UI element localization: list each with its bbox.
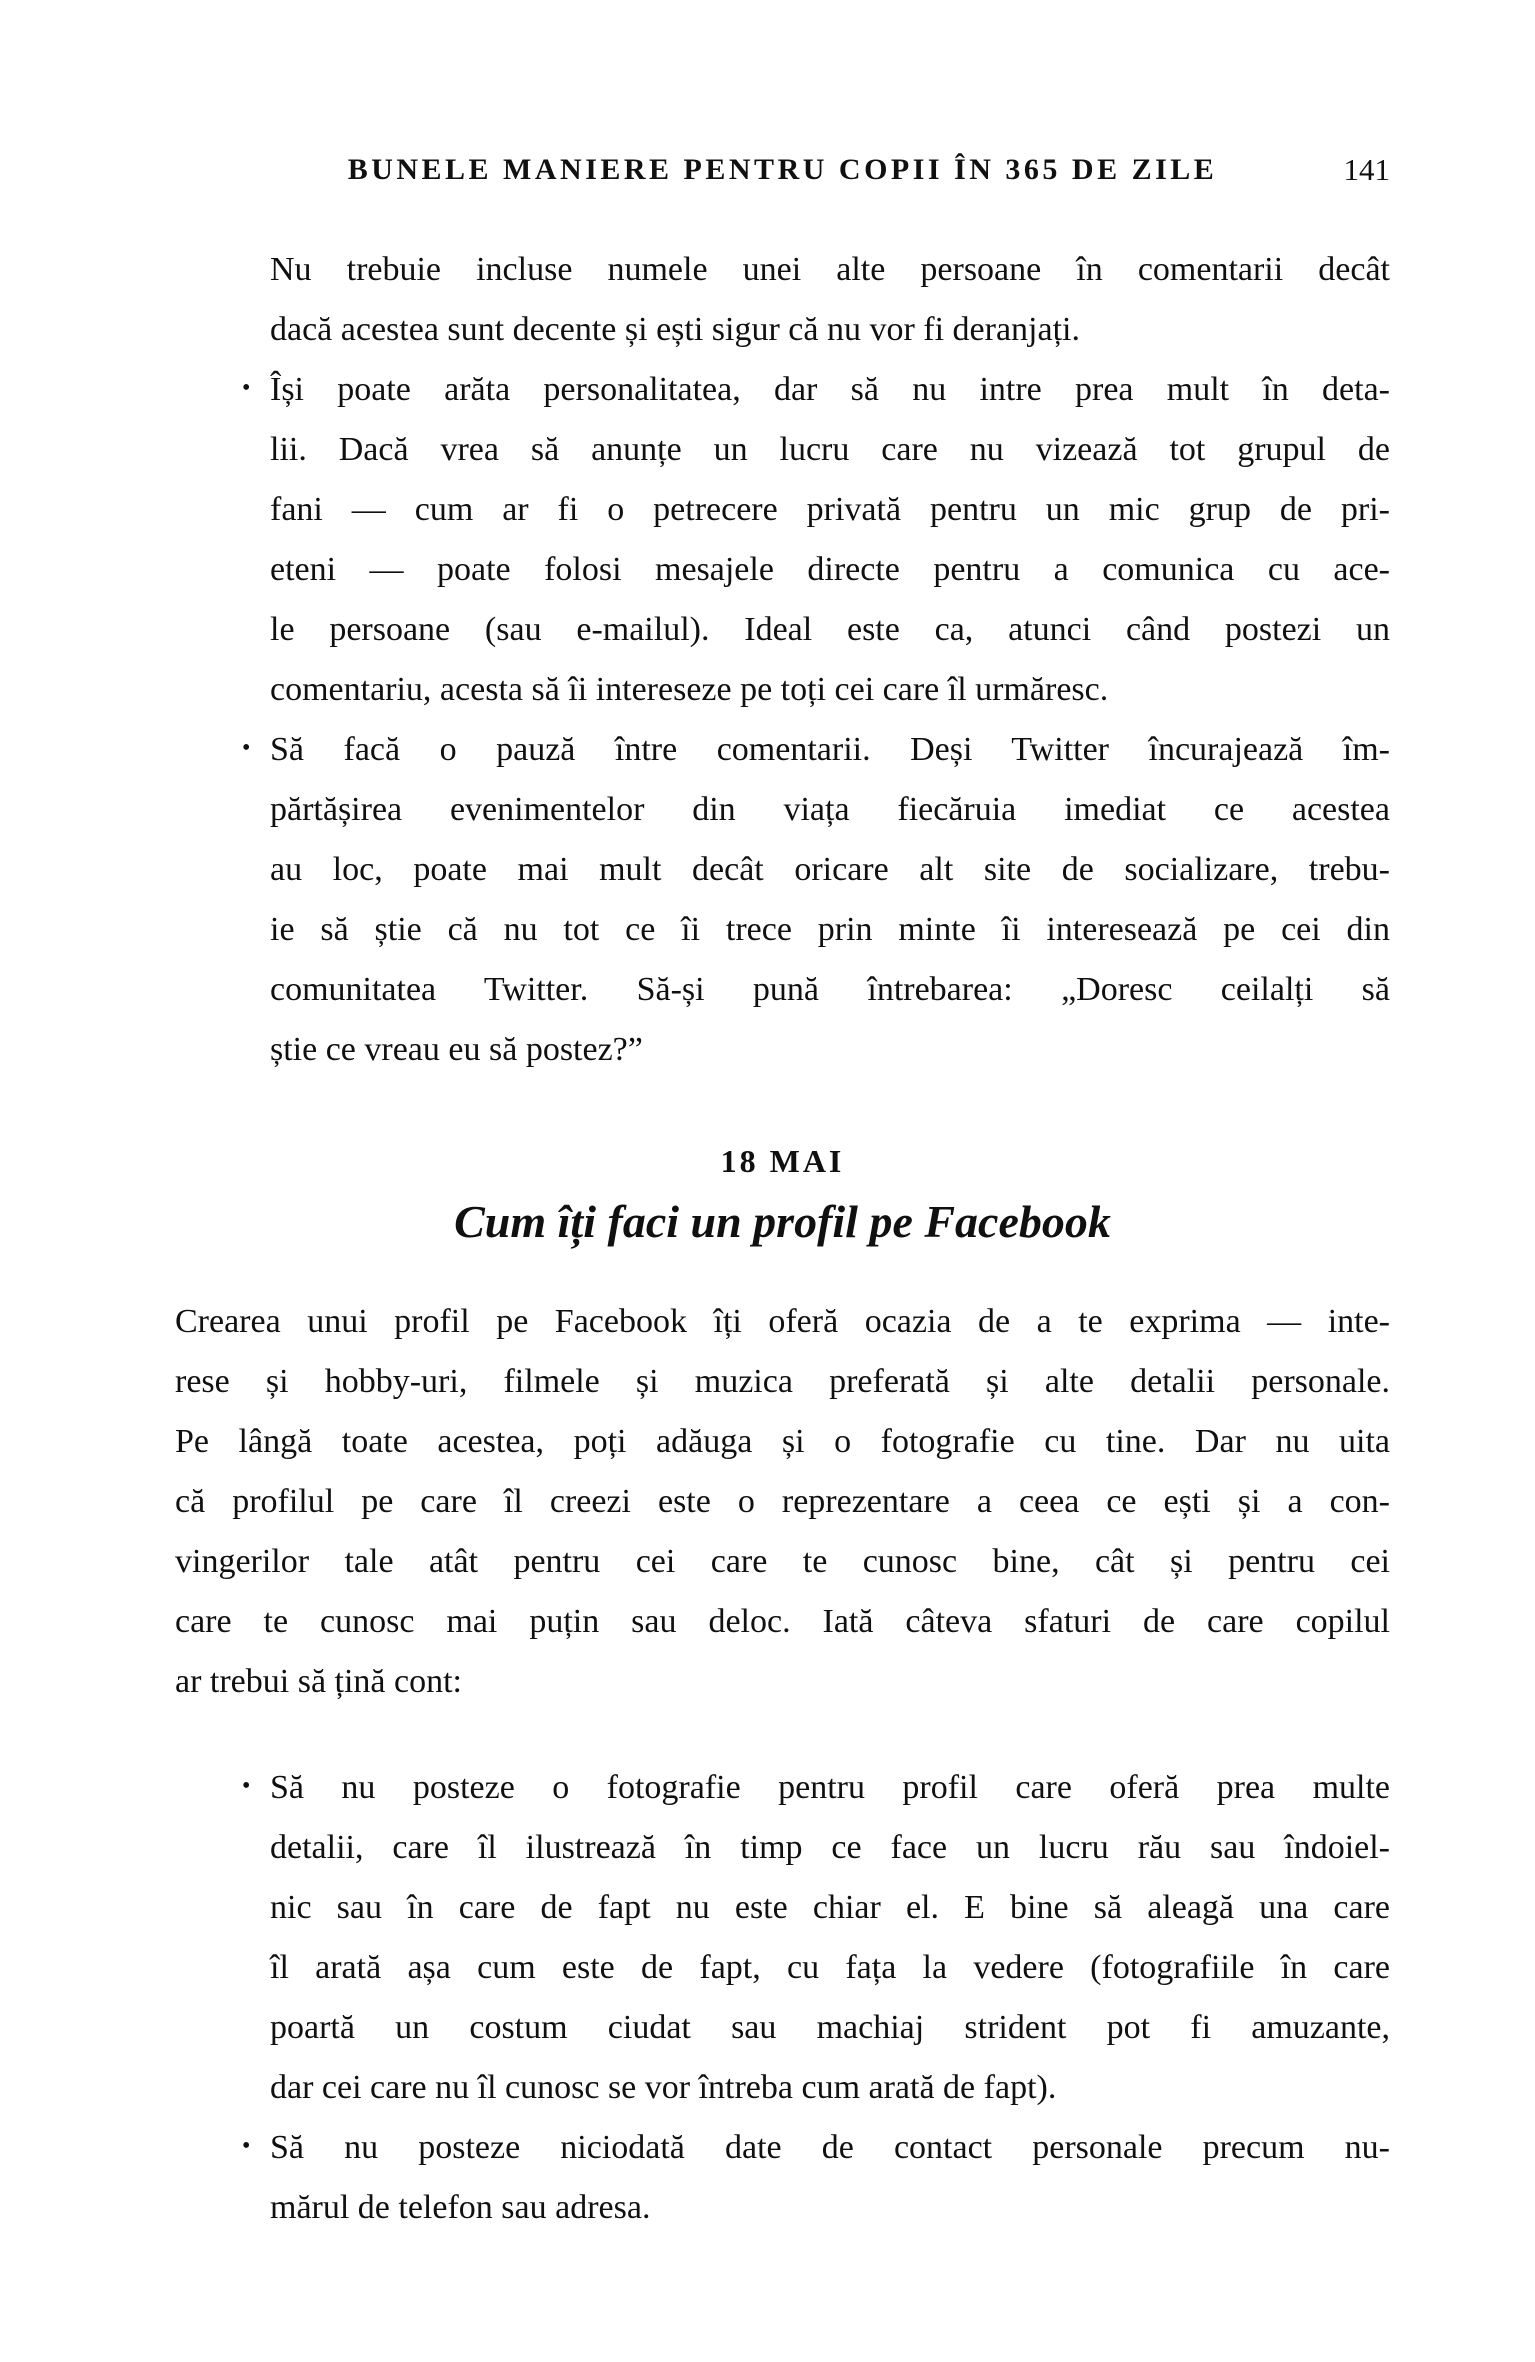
text-line: îl arată așa cum este de fapt, cu fața la vedere (fotografiile în care bbox=[270, 1949, 1390, 1986]
text-line: dar cei care nu îl cunosc se vor întreba cum arată de fapt). bbox=[270, 2069, 1057, 2106]
bullet-item bbox=[242, 720, 1390, 1080]
text-line: poartă un costum ciudat sau machiaj strident pot fi amuzante, bbox=[270, 2009, 1390, 2046]
bullet-icon: • bbox=[242, 375, 251, 401]
text-line: rese și hobby-uri, filmele și muzica preferată și alte detalii personale. bbox=[175, 1363, 1390, 1400]
text-line: lii. Dacă vrea să anunțe un lucru care nu vizează tot grupul de bbox=[270, 431, 1390, 468]
text-line: le persoane (sau e-mailul). Ideal este ca, atunci când postezi un bbox=[270, 611, 1390, 648]
date-heading bbox=[175, 1136, 1390, 1186]
text-line: au loc, poate mai mult decât oricare alt site de socializare, trebu- bbox=[270, 851, 1390, 888]
bullet-item bbox=[242, 2118, 1390, 2238]
text-line: ar trebui să țină cont: bbox=[175, 1663, 463, 1700]
text-line: Pe lângă toate acestea, poți adăuga și o fotografie cu tine. Dar nu uita bbox=[175, 1423, 1390, 1460]
text-line: Să facă o pauză între comentarii. Deși Twitter încurajează îm- bbox=[270, 731, 1390, 768]
text-line: că profilul pe care îl creezi este o reprezentare a ceea ce ești și a con- bbox=[175, 1483, 1390, 1520]
text-line: dacă acestea sunt decente și ești sigur că nu vor fi deranjați. bbox=[270, 311, 1080, 348]
text-line: care te cunosc mai puțin sau deloc. Iată câteva sfaturi de care copilul bbox=[175, 1603, 1390, 1640]
page-number: 141 bbox=[1343, 152, 1390, 187]
text-line: părtășirea evenimentelor din viața fiecăruia imediat ce acestea bbox=[270, 791, 1390, 828]
running-title: BUNELE MANIERE PENTRU COPII ÎN 365 DE ZILE bbox=[347, 153, 1218, 186]
text-line: Nu trebuie incluse numele unei alte persoane în comentarii decât bbox=[270, 251, 1390, 288]
text-line: ie să știe că nu tot ce îi trece prin minte îi interesează pe cei din bbox=[270, 911, 1390, 948]
bullet-icon: • bbox=[242, 735, 251, 761]
text-line: detalii, care îl ilustrează în timp ce face un lucru rău sau îndoiel- bbox=[270, 1829, 1390, 1866]
paragraph bbox=[270, 240, 1390, 360]
running-header bbox=[175, 150, 1390, 190]
text-line: Cum îți faci un profil pe Facebook bbox=[454, 1196, 1111, 1247]
text-line: Crearea unui profil pe Facebook îți oferă ocazia de a te exprima — inte- bbox=[175, 1303, 1390, 1340]
text-line: Să nu posteze niciodată date de contact personale precum nu- bbox=[270, 2129, 1390, 2166]
paragraph bbox=[175, 1292, 1390, 1712]
bullet-item bbox=[242, 1758, 1390, 2118]
text-line: Își poate arăta personalitatea, dar să nu intre prea mult în deta- bbox=[270, 371, 1390, 408]
text-line: fani — cum ar fi o petrecere privată pentru un mic grup de pri- bbox=[270, 491, 1390, 528]
text-line: nic sau în care de fapt nu este chiar el. E bine să aleagă una care bbox=[270, 1889, 1390, 1926]
text-line: mărul de telefon sau adresa. bbox=[270, 2189, 651, 2226]
bullet-item bbox=[242, 360, 1390, 720]
text-line: vingerilor tale atât pentru cei care te cunosc bine, cât și pentru cei bbox=[175, 1543, 1390, 1580]
bullet-icon: • bbox=[242, 2133, 251, 2159]
text-line: știe ce vreau eu să postez?” bbox=[270, 1031, 643, 1068]
text-line: eteni — poate folosi mesajele directe pentru a comunica cu ace- bbox=[270, 551, 1390, 588]
text-line: comunitatea Twitter. Să-și pună întrebarea: „Doresc ceilalți să bbox=[270, 971, 1390, 1008]
chapter-title bbox=[175, 1190, 1390, 1254]
text-line: comentariu, acesta să îi intereseze pe toți cei care îl urmăresc. bbox=[270, 671, 1109, 708]
bullet-icon: • bbox=[242, 1773, 251, 1799]
text-line: 18 MAI bbox=[720, 1143, 845, 1179]
page-body bbox=[175, 240, 1390, 2238]
text-line: Să nu posteze o fotografie pentru profil care oferă prea multe bbox=[270, 1769, 1390, 1806]
